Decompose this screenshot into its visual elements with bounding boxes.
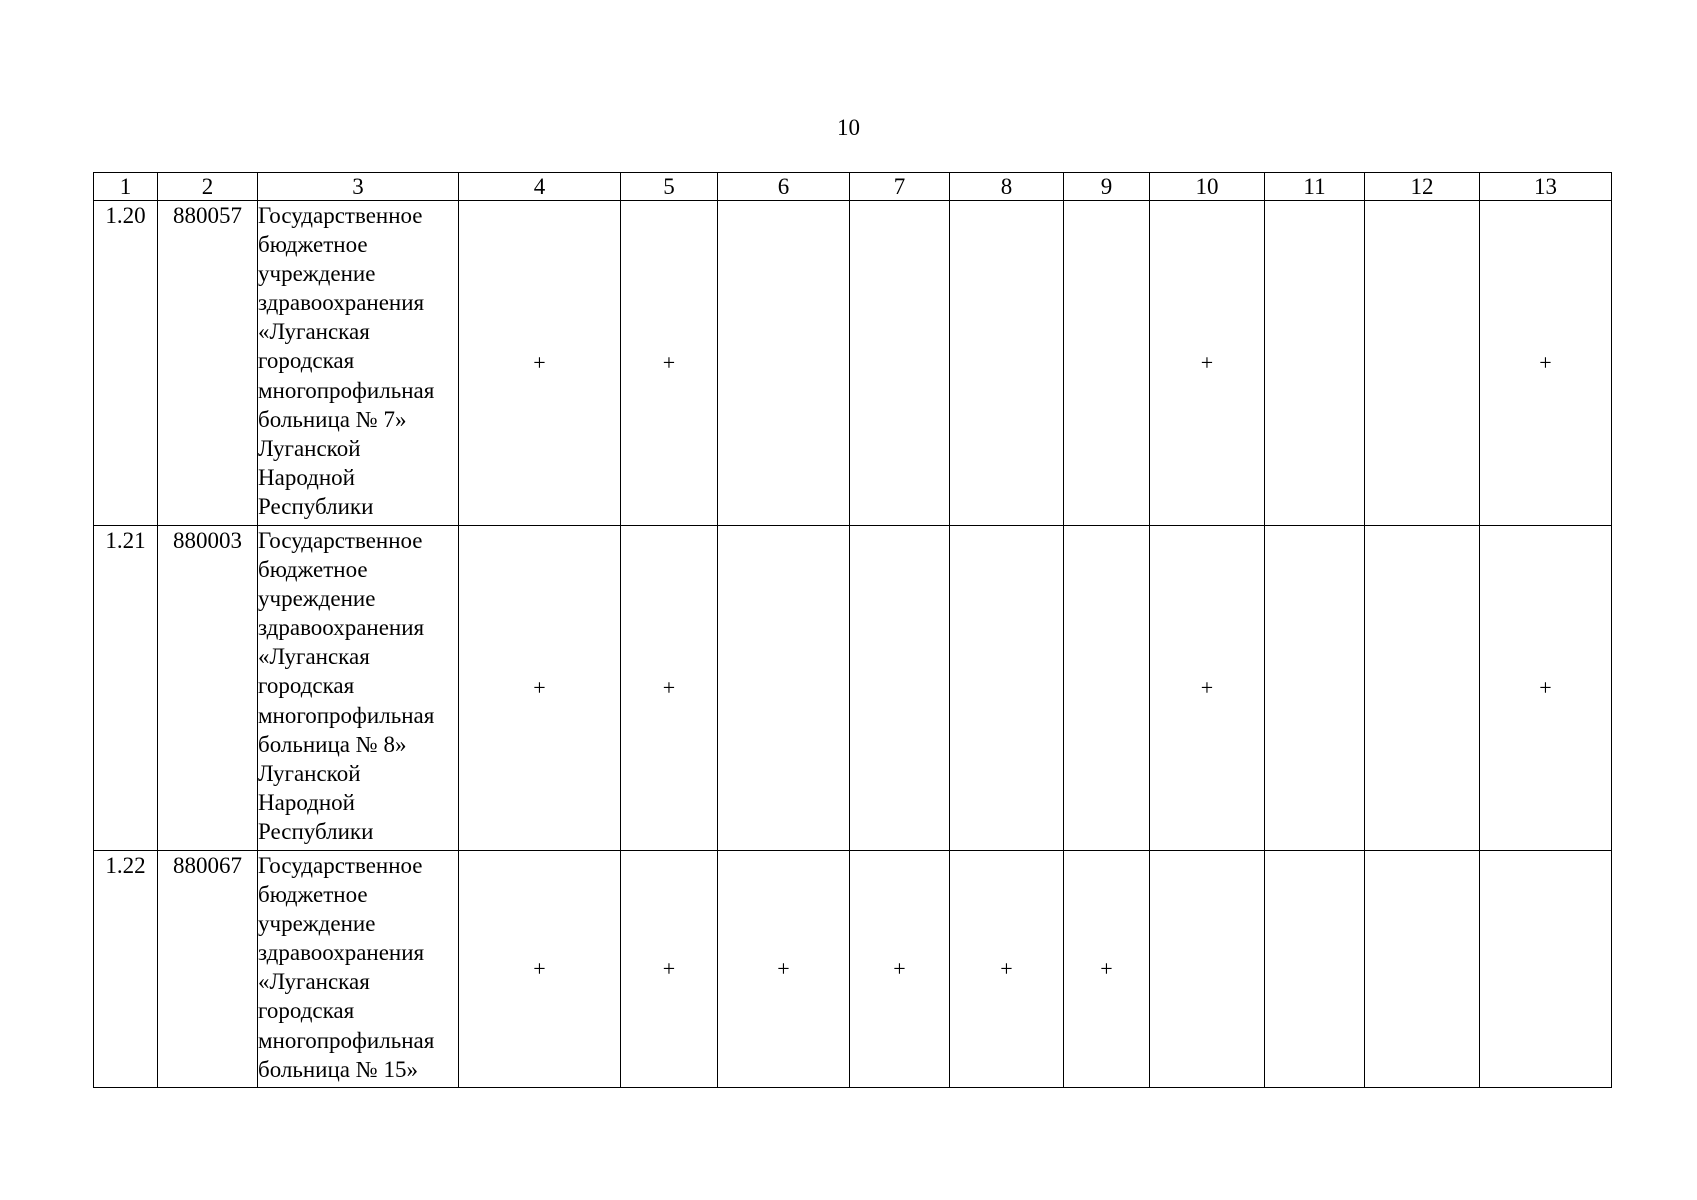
facility-code: 880067 [158, 851, 258, 1088]
mark-cell [1064, 526, 1150, 851]
column-header: 8 [950, 173, 1064, 201]
facility-name: Государственное бюджетное учреждение здравоохранения «Луганская городская многопрофильная больница № 8» Луганской Народной Республики [258, 526, 459, 851]
mark-cell [950, 526, 1064, 851]
column-header: 9 [1064, 173, 1150, 201]
mark-cell [950, 201, 1064, 526]
column-header: 10 [1150, 173, 1265, 201]
mark-cell: + [1150, 526, 1265, 851]
table-row [94, 851, 1612, 1088]
mark-cell [1265, 201, 1365, 526]
mark-cell: + [621, 201, 718, 526]
mark-cell [718, 201, 850, 526]
column-header: 1 [94, 173, 158, 201]
mark-cell [850, 201, 950, 526]
mark-cell: + [850, 851, 950, 1088]
mark-cell [1150, 851, 1265, 1088]
mark-cell [1265, 851, 1365, 1088]
mark-cell: + [621, 851, 718, 1088]
mark-cell [1365, 526, 1480, 851]
column-header: 13 [1480, 173, 1612, 201]
column-header: 2 [158, 173, 258, 201]
mark-cell [718, 526, 850, 851]
mark-cell: + [459, 526, 621, 851]
mark-cell: + [621, 526, 718, 851]
table-row [94, 526, 1612, 851]
facilities-table [93, 172, 1612, 1088]
mark-cell [1365, 851, 1480, 1088]
facility-code: 880003 [158, 526, 258, 851]
header-row [94, 173, 1612, 201]
column-header: 4 [459, 173, 621, 201]
mark-cell [1480, 851, 1612, 1088]
mark-cell: + [459, 851, 621, 1088]
mark-cell [1064, 201, 1150, 526]
mark-cell: + [1480, 201, 1612, 526]
column-header: 7 [850, 173, 950, 201]
column-header: 3 [258, 173, 459, 201]
mark-cell: + [950, 851, 1064, 1088]
facility-code: 880057 [158, 201, 258, 526]
column-header: 5 [621, 173, 718, 201]
page-number: 10 [837, 115, 860, 140]
column-header: 11 [1265, 173, 1365, 201]
row-number: 1.22 [94, 851, 158, 1088]
row-number: 1.21 [94, 526, 158, 851]
column-header: 12 [1365, 173, 1480, 201]
mark-cell: + [1064, 851, 1150, 1088]
mark-cell [1265, 526, 1365, 851]
facility-name: Государственное бюджетное учреждение здравоохранения «Луганская городская многопрофильная больница № 7» Луганской Народной Республики [258, 201, 459, 526]
row-number: 1.20 [94, 201, 158, 526]
mark-cell [1365, 201, 1480, 526]
mark-cell: + [1150, 201, 1265, 526]
mark-cell [850, 526, 950, 851]
mark-cell: + [718, 851, 850, 1088]
mark-cell: + [1480, 526, 1612, 851]
mark-cell: + [459, 201, 621, 526]
table-row [94, 201, 1612, 526]
column-header: 6 [718, 173, 850, 201]
facility-name: Государственное бюджетное учреждение здравоохранения «Луганская городская многопрофильная больница № 15» [258, 851, 459, 1088]
